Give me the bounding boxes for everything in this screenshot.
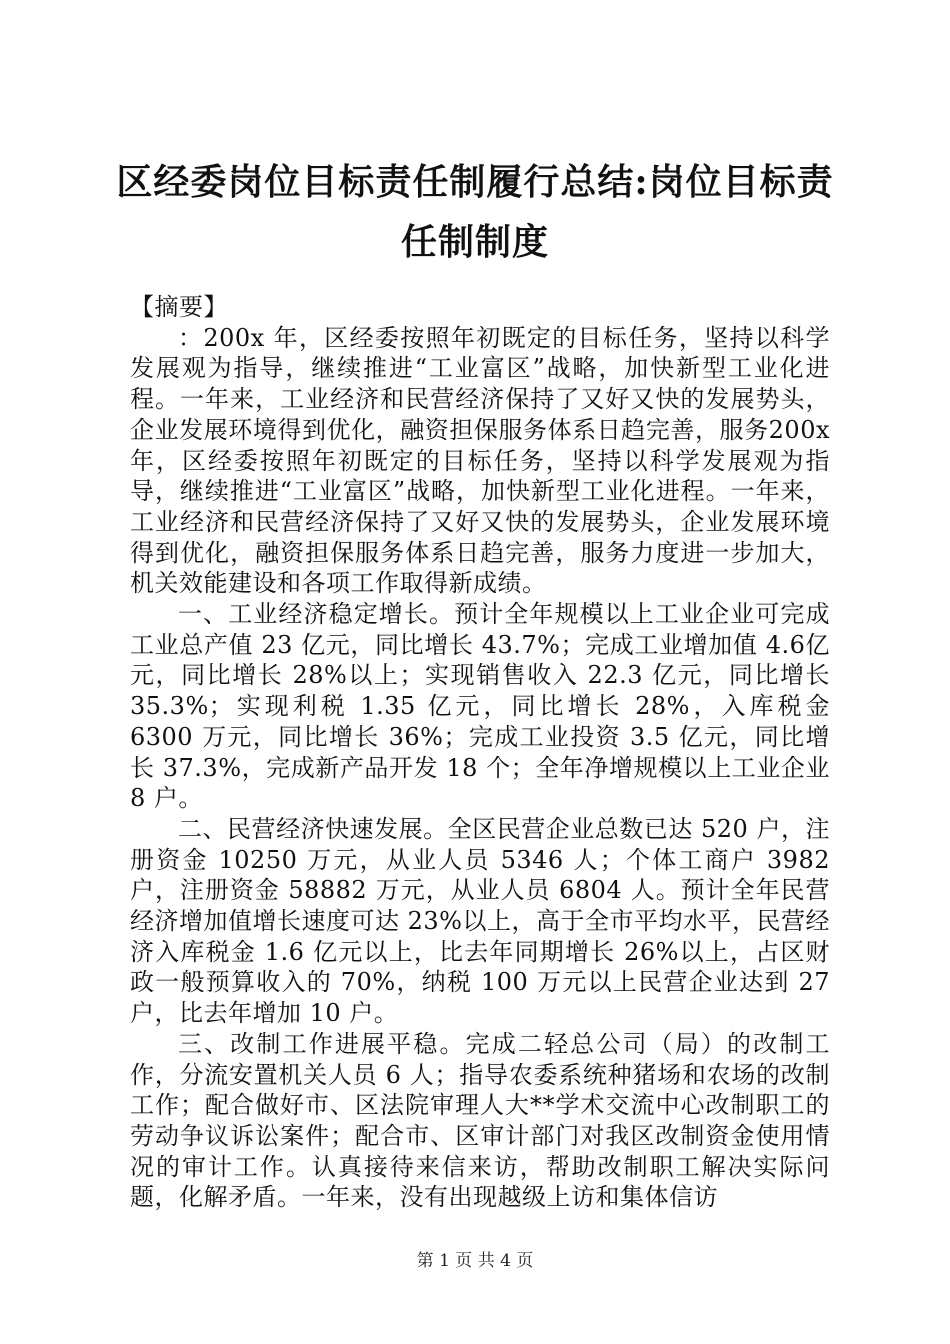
paragraph-industrial-economy: 一、工业经济稳定增长。预计全年规模以上工业企业可完成工业总产值 23 亿元，同比增长 43.7%；完成工业增加值 4.6亿元，同比增长 28%以上；实现销售收入 22.3 亿元，同比增长35.3%；实现利税 1.35 亿元，同比增长 28%，入库税金 6300 万元，同比增长 36%；完成工业投资 3.5 亿元，同比增长 37.3%，完成新产品开发 18 个；全年净增规模以上工业企业 8 户。 — [130, 600, 830, 813]
document-title: 区经委岗位目标责任制履行总结:岗位目标责任制制度 — [116, 161, 834, 263]
page-footer: 第 1 页 共 4 页 — [416, 1251, 534, 1271]
paragraph-abstract: ：200x 年，区经委按照年初既定的目标任务，坚持以科学发展观为指导，继续推进“工业富区”战略，加快新型工业化进程。一年来，工业经济和民营经济保持了又好又快的发展势头，企业发展环境得到优化，融资担保服务体系日趋完善，服务200x 年，区经委按照年初既定的目标任务，坚持以科学发展观为指导，继续推进“工业富区”战略，加快新型工业化进程。一年来，工业经济和民营经济保持了又好又快的发展势头，企业发展环境得到优化，融资担保服务体系日趋完善，服务力度进一步加大，机关效能建设和各项工作取得新成绩。 — [130, 323, 830, 598]
abstract-label: 【摘要】 — [130, 293, 228, 321]
paragraph-private-economy: 二、民营经济快速发展。全区民营企业总数已达 520 户，注册资金 10250 万元，从业人员 5346 人；个体工商户 3982 户，注册资金 58882 万元，从业人员 6804 人。预计全年民营经济增加值增长速度可达 23%以上，高于全市平均水平，民营经济入库税金 1.6 亿元以上，比去年同期增长 26%以上，占区财政一般预算收入的 70%，纳税 100 万元以上民营企业达到 27 户，比去年增加 10 户。 — [130, 814, 830, 1028]
paragraph-restructuring: 三、改制工作进展平稳。完成二轻总公司（局）的改制工作，分流安置机关人员 6 人；指导农委系统种猪场和农场的改制工作；配合做好市、区法院审理人大**学术交流中心改制职工的劳动争议诉讼案件；配合市、区审计部门对我区改制资金使用情况的审计工作。认真接待来信来访，帮助改制职工解决实际问题，化解矛盾。一年来，没有出现越级上访和集体信访 — [130, 1029, 830, 1212]
document-body — [130, 292, 830, 1213]
